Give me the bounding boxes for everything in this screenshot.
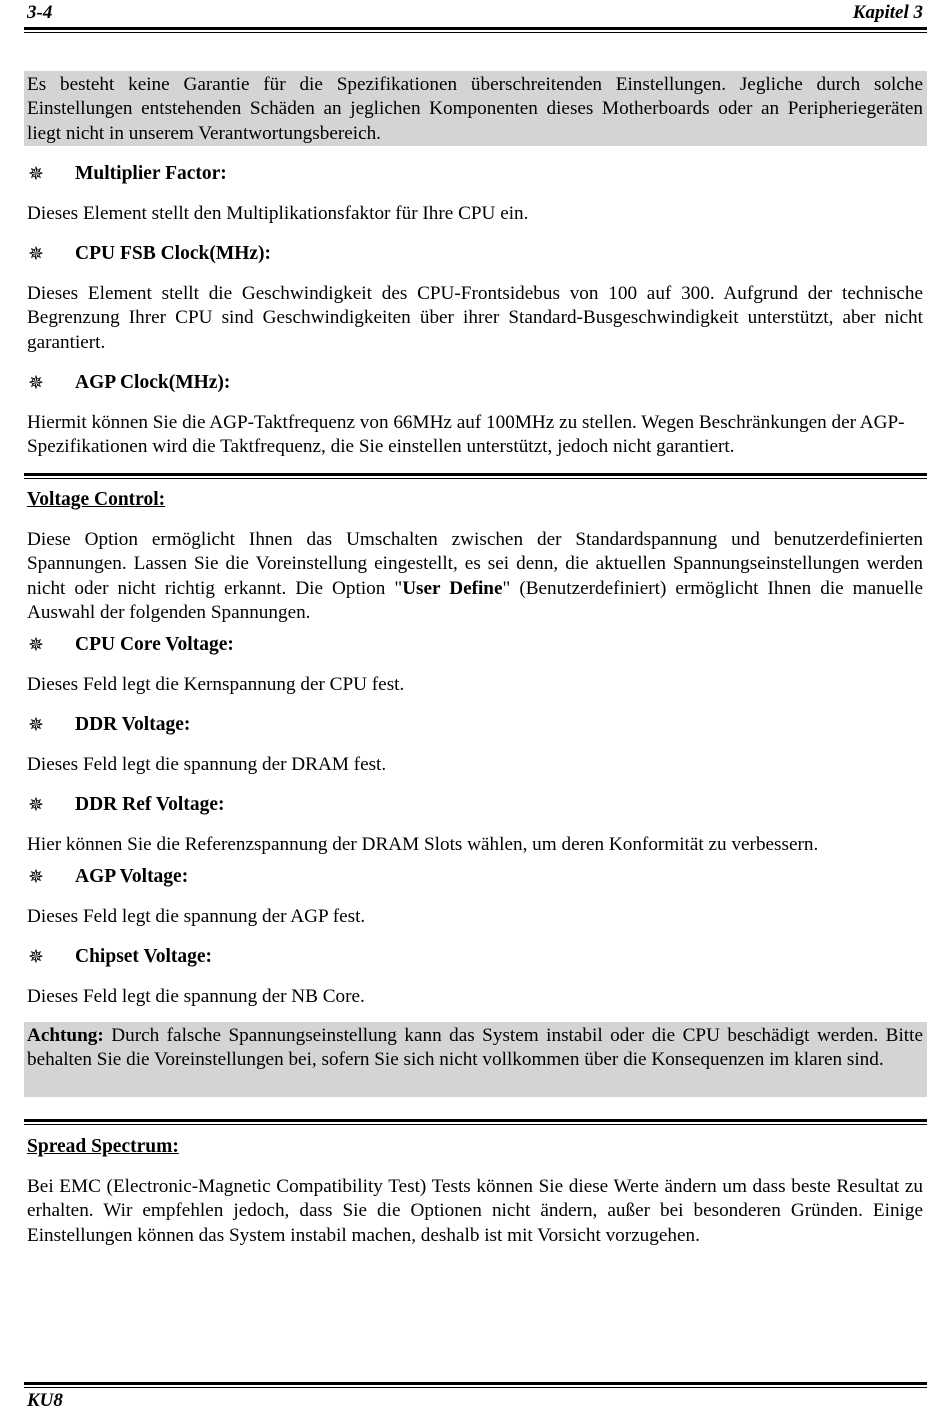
spread-description: Bei EMC (Electronic-Magnetic Compatibility Test) Tests können Sie diese Werte ändern um dass beste Resultat zu erhalten. Wir empfehlen jedoch, dass Sie die Optionen nicht ändern, außer bei besonderen Gründen. Einige Einstellungen können das System instabil machen, deshalb ist mit Vorsicht vorzugehen. — [27, 1176, 923, 1246]
chapter-title: Kapitel 3 — [852, 2, 923, 23]
item-title-ddr-ref-voltage: DDR Ref Voltage: — [75, 794, 225, 815]
item-title-agp-voltage: AGP Voltage: — [75, 866, 189, 887]
item-text-agp-clock: Hiermit können Sie die AGP-Taktfrequenz von 66MHz auf 100MHz zu stellen. Wegen Beschränkungen der AGP-Spezifikationen wird die Taktfrequenz, die Sie einstellen unterstützt, jedoch nicht garantiert. — [27, 412, 905, 458]
item-text-cpu-core-voltage: Dieses Feld legt die Kernspannung der CPU fest. — [27, 674, 405, 695]
page-number: 3-4 — [27, 2, 53, 23]
section-divider-thin — [24, 478, 927, 479]
bullet-icon: ✵ — [28, 946, 44, 968]
warning-note: Achtung: Durch falsche Spannungseinstellung kann das System instabil oder die CPU beschädigt werden. Bitte behalten Sie die Voreinstellungen bei, sofern Sie sich nicht vollkommen über die Konsequenzen im klaren sind. — [27, 1025, 923, 1071]
section-heading-spread: Spread Spectrum: — [27, 1136, 179, 1157]
section-divider — [24, 473, 927, 476]
bullet-icon: ✵ — [28, 243, 44, 265]
bullet-icon: ✵ — [28, 866, 44, 888]
warning-label: Achtung: — [27, 1025, 104, 1046]
footer-rule-thin — [24, 1387, 927, 1388]
section-heading-voltage: Voltage Control: — [27, 489, 166, 510]
intro-note: Es besteht keine Garantie für die Spezifikationen überschreitenden Einstellungen. Jegliche durch solche Einstellungen entstehenden Schäden an jeglichen Komponenten dieses Motherboards oder an Peripheriegeräten liegt nicht in unserem Verantwortungsbereich. — [27, 74, 923, 144]
item-text-agp-voltage: Dieses Feld legt die spannung der AGP fest. — [27, 906, 366, 927]
item-title-cpu-core-voltage: CPU Core Voltage: — [75, 634, 234, 655]
item-text-multiplier: Dieses Element stellt den Multiplikationsfaktor für Ihre CPU ein. — [27, 203, 529, 224]
item-title-agp-clock: AGP Clock(MHz): — [75, 372, 231, 393]
item-title-ddr-voltage: DDR Voltage: — [75, 714, 191, 735]
header-rule — [24, 27, 927, 30]
item-text-fsb-clock: Dieses Element stellt die Geschwindigkeit des CPU-Frontsidebus von 100 auf 300. Aufgrund der technische Begrenzung Ihrer CPU sind Geschwindigkeiten über ihrer Standard-Busgeschwindigkeit unterstützt, aber nicht garantiert. — [27, 283, 923, 353]
item-title-fsb-clock: CPU FSB Clock(MHz): — [75, 243, 272, 264]
footer-rule — [24, 1382, 927, 1385]
section-divider — [24, 1119, 927, 1122]
item-title-chipset-voltage: Chipset Voltage: — [75, 946, 213, 967]
bullet-icon: ✵ — [28, 163, 44, 185]
item-title-multiplier: Multiplier Factor: — [75, 163, 227, 184]
manual-model: KU8 — [27, 1390, 63, 1411]
bullet-icon: ✵ — [28, 372, 44, 394]
item-text-ddr-voltage: Dieses Feld legt die spannung der DRAM fest. — [27, 754, 387, 775]
section-divider-thin — [24, 1124, 927, 1125]
user-define-term: User Define — [402, 577, 503, 599]
item-text-chipset-voltage: Dieses Feld legt die spannung der NB Core. — [27, 986, 365, 1007]
header-rule-thin — [24, 32, 927, 33]
bullet-icon: ✵ — [28, 794, 44, 816]
item-text-ddr-ref-voltage: Hier können Sie die Referenzspannung der DRAM Slots wählen, um deren Konformität zu verbessern. — [27, 834, 819, 855]
voltage-description: Diese Option ermöglicht Ihnen das Umschalten zwischen der Standardspannung und benutzerdefinierten Spannungen. Lassen Sie die Voreinstellung eingestellt, es sei denn, die aktuellen Spannungseinstellungen werden nicht oder nicht richtig erkannt. Die Option "User Define" (Benutzerdefiniert) ermöglicht Ihnen die manuelle Auswahl der folgenden Spannungen. — [27, 529, 924, 623]
bullet-icon: ✵ — [28, 634, 44, 656]
bullet-icon: ✵ — [28, 714, 44, 736]
